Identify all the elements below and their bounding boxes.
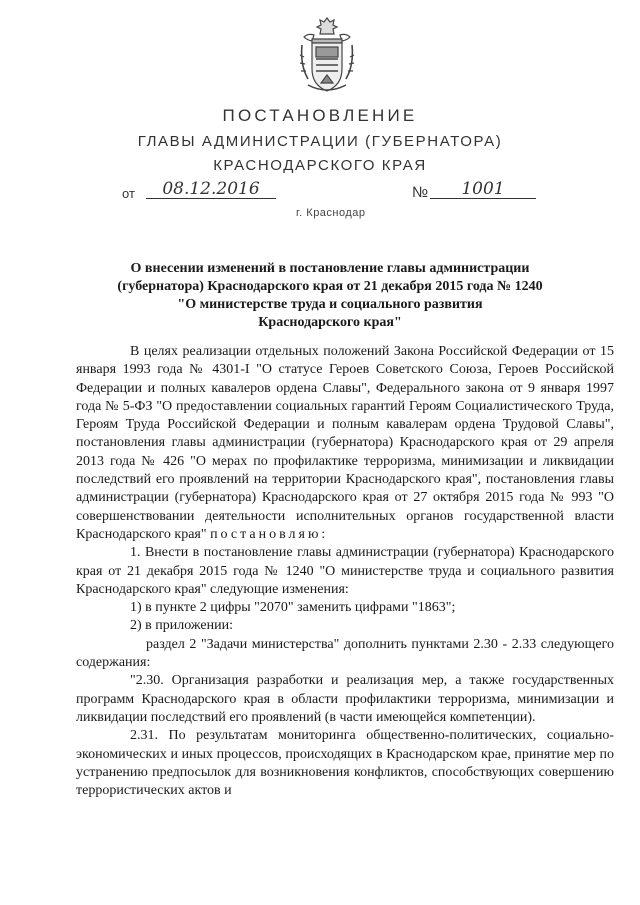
- clause-2-31-paragraph: 2.31. По результатам мониторинга общественно-политических, социально-экономических и иных процессов, происходящих в Краснодарском крае, принятие мер по устранению предпосылок для возникновения конфликтов, способствующих совершению террористических актов и: [76, 728, 614, 799]
- clause-2-30-paragraph: "2.30. Организация разработки и реализация мер, а также государственных программ Краснодарского края в области профилактики терроризма, минимизации и ликвидации последствий его проявлений (в части имеющейся компетенции).: [76, 673, 614, 725]
- subitem-1-paragraph: 1) в пункте 2 цифры "2070" заменить цифрами "1863";: [130, 600, 456, 616]
- item-1-paragraph: 1. Внести в постановление главы администрации (губернатора) Краснодарского края от 21 декабря 2015 года № 1240 "О министерстве труда и социального развития Краснодарского края" следующие изменения:: [76, 545, 614, 597]
- city-label: г. Краснодар: [296, 207, 366, 219]
- title-line: Краснодарского края": [258, 315, 402, 330]
- preamble-text: В целях реализации отдельных положений Закона Российской Федерации от 15 января 1993 года № 4301-I "О статусе Героев Советского Союза, Героев Российской Федерации и полных кавалеров ордена Славы", Федерального закона от 9 января 1997 года № 5-ФЗ "О предоставлении социальных гарантий Героям Социалистического Труда, Героям Труда Российской Федерации и полным кавалерам ордена Трудовой Славы", постановления главы администрации (губернатора) Краснодарского края от 29 апреля 2013 года № 426 "О мерах по профилактике терроризма, минимизации и ликвидации последствий его проявлений на территории Краснодарского края", постановления главы администрации (губернатора) Краснодарского края от 27 октября 2015 года № 993 "О совершенствовании деятельности исполнительных органов государственной власти Краснодарского края": [76, 344, 614, 542]
- preamble-paragraph: [76, 343, 614, 544]
- issuer-line: ГЛАВЫ АДМИНИСТРАЦИИ (ГУБЕРНАТОРА): [137, 133, 503, 150]
- section-2-paragraph: раздел 2 "Задачи министерства" дополнить пунктами 2.30 - 2.33 следующего содержания:: [76, 636, 614, 671]
- coat-of-arms-emblem: [296, 15, 358, 97]
- handwritten-number: 1001: [430, 180, 536, 199]
- document-type-title: ПОСТАНОВЛЕНИЕ: [222, 106, 418, 125]
- title-line: "О министерстве труда и социального развития: [177, 297, 483, 312]
- date-prefix: от: [122, 186, 135, 201]
- decree-word: постановляю:: [210, 526, 329, 542]
- title-line: (губернатора) Краснодарского края от 21 декабря 2015 года № 1240: [117, 279, 543, 294]
- region-line: КРАСНОДАРСКОГО КРАЯ: [213, 157, 427, 174]
- document-body: [76, 343, 614, 800]
- title-line: О внесении изменений в постановление главы администрации: [130, 261, 530, 276]
- document-title: [100, 260, 560, 332]
- subitem-2-paragraph: 2) в приложении:: [130, 618, 233, 634]
- handwritten-date: 08.12.2016: [146, 180, 276, 199]
- number-prefix: №: [412, 184, 429, 201]
